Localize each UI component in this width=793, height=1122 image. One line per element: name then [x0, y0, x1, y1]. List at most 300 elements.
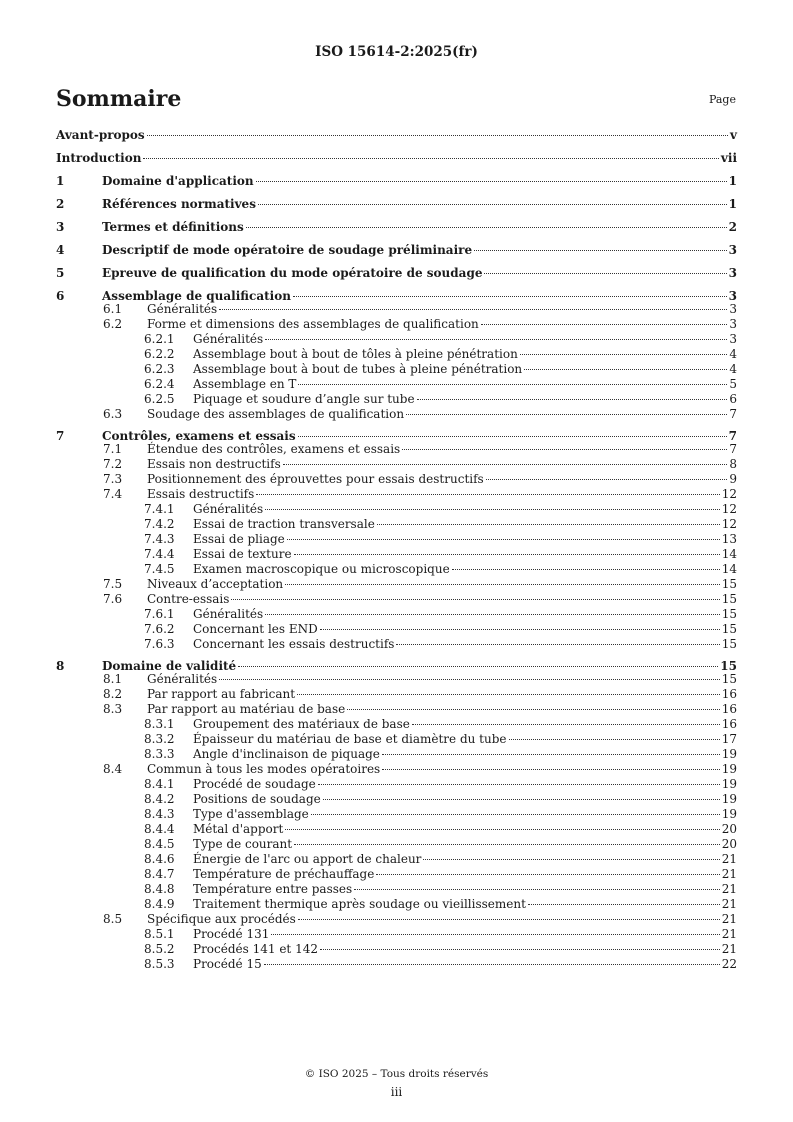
toc-entry-label: Essai de texture — [193, 547, 292, 561]
toc-entry-line — [193, 867, 737, 882]
toc-entry[interactable] — [56, 347, 737, 362]
dot-leader — [297, 694, 720, 695]
toc-entry-number: 7.4.3 — [144, 532, 175, 546]
toc-entry[interactable] — [56, 196, 737, 212]
toc-entry-label: Procédé 15 — [193, 957, 262, 971]
dot-leader — [412, 724, 720, 725]
toc-entry-page: 15 — [721, 577, 737, 591]
toc-entry[interactable] — [56, 562, 737, 577]
toc-entry-label: Spécifique aux procédés — [147, 912, 296, 926]
dot-leader — [283, 464, 728, 465]
toc-entry[interactable] — [56, 762, 737, 777]
toc-entry-label: Avant-propos — [56, 128, 145, 142]
toc-entry-line — [147, 442, 737, 457]
toc-entry-number: 8.2 — [103, 687, 123, 701]
toc-entry[interactable] — [56, 362, 737, 377]
document-header: ISO 15614-2:2025(fr) — [315, 44, 478, 60]
toc-entry-label: Métal d'apport — [193, 822, 284, 836]
toc-entry-label: Étendue des contrôles, examens et essais — [147, 442, 401, 456]
dot-leader — [287, 539, 720, 540]
toc-entry-page: 20 — [721, 822, 737, 836]
toc-entry-label: Angle d'inclinaison de piquage — [193, 747, 380, 761]
toc-entry-label: Concernant les essais destructifs — [193, 637, 395, 651]
toc-entry[interactable] — [56, 912, 737, 927]
toc-entry-label: Essais destructifs — [147, 487, 255, 501]
toc-entry-number: 6.2.3 — [144, 362, 175, 376]
toc-entry-number: 6.1 — [103, 302, 123, 316]
toc-entry-number: 4 — [56, 243, 65, 257]
dot-leader — [520, 354, 728, 355]
toc-entry-label: Procédés 141 et 142 — [193, 942, 318, 956]
toc-entry-label: Énergie de l'arc ou apport de chaleur — [193, 852, 422, 866]
toc-entry-label: Température entre passes — [193, 882, 353, 896]
toc-entry-page: 17 — [721, 732, 737, 746]
toc-entry[interactable] — [56, 173, 737, 189]
toc-entry-line — [193, 942, 737, 957]
toc-entry-number: 7.4 — [103, 487, 123, 501]
toc-entry-line — [102, 242, 737, 258]
dot-leader — [298, 384, 727, 385]
toc-entry-number: 1 — [56, 174, 65, 188]
toc-entry-label: Par rapport au matériau de base — [147, 702, 346, 716]
toc-entry-line — [193, 637, 737, 652]
toc-entry-page: 16 — [721, 717, 737, 731]
toc-entry[interactable] — [56, 502, 737, 517]
dot-leader — [143, 158, 718, 159]
toc-entry[interactable] — [56, 407, 737, 422]
toc-entry-page: 16 — [721, 702, 737, 716]
toc-entry-line — [193, 822, 737, 837]
toc-entry-line — [147, 457, 737, 472]
toc-entry-label: Généralités — [147, 672, 218, 686]
dot-leader — [294, 844, 720, 845]
toc-entry[interactable] — [56, 747, 737, 762]
toc-entry-number: 7.1 — [103, 442, 123, 456]
toc-entry-line — [193, 792, 737, 807]
toc-entry-label: Procédé de soudage — [193, 777, 316, 791]
toc-entry-label: Procédé 131 — [193, 927, 270, 941]
toc-entry-page: 19 — [721, 747, 737, 761]
toc-entry-page: 14 — [721, 547, 737, 561]
toc-entry-line — [193, 362, 737, 377]
toc-entry-number: 6.2.2 — [144, 347, 175, 361]
toc-entry-number: 6 — [56, 289, 65, 303]
toc-entry[interactable] — [56, 822, 737, 837]
toc-entry-number: 7.4.2 — [144, 517, 175, 531]
toc-entry-number: 8.4.2 — [144, 792, 175, 806]
toc-entry-line — [193, 927, 737, 942]
toc-entry-label: Essai de traction transversale — [193, 517, 375, 531]
dot-leader — [377, 524, 720, 525]
dot-leader — [376, 874, 719, 875]
toc-entry[interactable] — [56, 577, 737, 592]
toc-entry-line — [193, 517, 737, 532]
toc-entry[interactable] — [56, 302, 737, 317]
toc-entry-page: 16 — [721, 687, 737, 701]
toc-entry-number: 8.5 — [103, 912, 123, 926]
toc-entry-line — [147, 472, 737, 487]
toc-entry-line — [102, 196, 737, 212]
toc-entry-label: Généralités — [193, 607, 264, 621]
toc-entry-line — [193, 807, 737, 822]
toc-entry-line — [56, 127, 737, 143]
toc-entry-page: 15 — [720, 659, 737, 673]
toc-entry-label: Groupement des matériaux de base — [193, 717, 410, 731]
toc-entry-page: 21 — [721, 852, 737, 866]
toc-entry-number: 8.4.3 — [144, 807, 175, 821]
dot-leader — [285, 829, 719, 830]
toc-entry-label: Domaine d'application — [102, 174, 254, 188]
toc-entry-number: 7.3 — [103, 472, 123, 486]
dot-leader — [320, 949, 720, 950]
toc-entry[interactable] — [56, 867, 737, 882]
toc-entry[interactable] — [56, 702, 737, 717]
toc-entry[interactable] — [56, 637, 737, 652]
toc-entry-page: 1 — [728, 174, 737, 188]
toc-entry[interactable] — [56, 592, 737, 607]
table-of-contents — [56, 127, 737, 972]
toc-entry-label: Domaine de validité — [102, 659, 237, 673]
toc-entry-page: 19 — [721, 777, 737, 791]
dot-leader — [382, 769, 720, 770]
toc-entry-line — [102, 173, 737, 189]
toc-entry-label: Généralités — [147, 302, 218, 316]
toc-entry[interactable] — [56, 672, 737, 687]
toc-entry-label: Examen macroscopique ou microscopique — [193, 562, 450, 576]
toc-entry-number: 8.5.2 — [144, 942, 175, 956]
toc-entry[interactable] — [56, 517, 737, 532]
toc-entry-number: 8.4.5 — [144, 837, 175, 851]
toc-entry-label: Généralités — [193, 502, 264, 516]
toc-entry-page: 2 — [728, 220, 737, 234]
toc-entry-page: 21 — [721, 942, 737, 956]
toc-entry-page: 12 — [721, 517, 737, 531]
dot-leader — [231, 599, 719, 600]
dot-leader — [293, 296, 727, 297]
toc-entry-page: 9 — [729, 472, 737, 486]
dot-leader — [219, 679, 720, 680]
dot-leader — [474, 250, 727, 251]
toc-entry-number: 7.4.5 — [144, 562, 175, 576]
toc-entry[interactable] — [56, 265, 737, 281]
toc-entry-label: Assemblage bout à bout de tôles à pleine pénétration — [193, 347, 518, 361]
toc-entry-line — [193, 882, 737, 897]
toc-entry-page: 7 — [728, 429, 737, 443]
toc-entry-label: Soudage des assemblages de qualification — [147, 407, 405, 421]
toc-entry-line — [193, 502, 737, 517]
toc-entry-line — [193, 777, 737, 792]
dot-leader — [402, 449, 727, 450]
toc-entry-line — [147, 912, 737, 927]
toc-entry-label: Concernant les END — [193, 622, 318, 636]
toc-entry-page: 4 — [729, 347, 737, 361]
dot-leader — [323, 799, 720, 800]
toc-entry-line — [102, 219, 737, 235]
toc-entry-number: 6.2.1 — [144, 332, 175, 346]
toc-entry-number: 8.3.2 — [144, 732, 175, 746]
toc-entry-page: 13 — [721, 532, 737, 546]
toc-entry-number: 7.6.1 — [144, 607, 175, 621]
toc-entry-page: 15 — [721, 622, 737, 636]
toc-entry[interactable] — [56, 442, 737, 457]
toc-entry-page: 15 — [721, 592, 737, 606]
dot-leader — [265, 339, 727, 340]
toc-entry-label: Positions de soudage — [193, 792, 321, 806]
toc-entry-number: 6.3 — [103, 407, 123, 421]
toc-entry-label: Contrôles, examens et essais — [102, 429, 296, 443]
toc-entry[interactable] — [56, 792, 737, 807]
dot-leader — [423, 859, 719, 860]
toc-entry-line — [193, 562, 737, 577]
toc-entry[interactable] — [56, 472, 737, 487]
toc-entry-page: 8 — [729, 457, 737, 471]
toc-entry[interactable] — [56, 882, 737, 897]
toc-entry-number: 8.4.1 — [144, 777, 175, 791]
toc-entry-label: Références normatives — [102, 197, 256, 211]
toc-entry-line — [193, 622, 737, 637]
toc-entry-number: 8.3 — [103, 702, 123, 716]
toc-entry-number: 8.4.9 — [144, 897, 175, 911]
dot-leader — [509, 739, 720, 740]
toc-entry-label: Piquage et soudure d’angle sur tube — [193, 392, 415, 406]
toc-entry-label: Épaisseur du matériau de base et diamètre du tube — [193, 732, 507, 746]
toc-entry-number: 8.3.3 — [144, 747, 175, 761]
toc-entry-line — [147, 762, 737, 777]
dot-leader — [264, 964, 720, 965]
toc-entry-page: 21 — [721, 927, 737, 941]
dot-leader — [382, 754, 720, 755]
dot-leader — [318, 784, 720, 785]
toc-entry-number: 7.5 — [103, 577, 123, 591]
toc-entry-label: Contre-essais — [147, 592, 230, 606]
toc-entry-label: Termes et définitions — [102, 220, 244, 234]
toc-entry-line — [193, 392, 737, 407]
toc-entry[interactable] — [56, 622, 737, 637]
toc-entry-number: 7.6 — [103, 592, 123, 606]
toc-entry-label: Commun à tous les modes opératoires — [147, 762, 381, 776]
toc-entry-line — [147, 407, 737, 422]
toc-entry-number: 7.4.1 — [144, 502, 175, 516]
toc-entry-line — [193, 547, 737, 562]
toc-entry[interactable] — [56, 332, 737, 347]
toc-entry-line — [193, 957, 737, 972]
dot-leader — [484, 273, 726, 274]
toc-entry-number: 8 — [56, 659, 65, 673]
toc-entry-line — [193, 717, 737, 732]
dot-leader — [486, 479, 728, 480]
dot-leader — [528, 904, 720, 905]
toc-entry-label: Généralités — [193, 332, 264, 346]
toc-entry[interactable] — [56, 457, 737, 472]
toc-entry-number: 8.4.4 — [144, 822, 175, 836]
toc-entry-page: 21 — [721, 867, 737, 881]
toc-entry-page: 6 — [729, 392, 737, 406]
toc-entry-page: 3 — [728, 289, 737, 303]
toc-entry[interactable] — [56, 852, 737, 867]
toc-entry[interactable] — [56, 377, 737, 392]
toc-entry-number: 2 — [56, 197, 65, 211]
dot-leader — [524, 369, 727, 370]
toc-entry-label: Température de préchauffage — [193, 867, 375, 881]
dot-leader — [320, 629, 720, 630]
toc-entry-line — [56, 150, 737, 166]
toc-entry-page: 7 — [729, 407, 737, 421]
toc-entry-number: 7.2 — [103, 457, 123, 471]
dot-leader — [246, 227, 727, 228]
toc-entry-number: 5 — [56, 266, 65, 280]
toc-entry-page: 4 — [729, 362, 737, 376]
toc-entry-page: 15 — [721, 672, 737, 686]
toc-entry-page: 15 — [721, 607, 737, 621]
toc-entry-page: 3 — [729, 332, 737, 346]
dot-leader — [417, 399, 728, 400]
toc-entry-line — [193, 377, 737, 392]
toc-entry[interactable] — [56, 687, 737, 702]
toc-entry-page: 3 — [729, 317, 737, 331]
toc-entry-line — [193, 607, 737, 622]
toc-entry-label: Assemblage bout à bout de tubes à pleine pénétration — [193, 362, 523, 376]
toc-entry-number: 8.4.7 — [144, 867, 175, 881]
toc-entry-label: Assemblage de qualification — [102, 289, 291, 303]
toc-entry-line — [147, 302, 737, 317]
toc-entry-label: Essais non destructifs — [147, 457, 281, 471]
dot-leader — [481, 324, 728, 325]
toc-entry-line — [147, 687, 737, 702]
toc-entry-number: 8.5.3 — [144, 957, 175, 971]
toc-entry[interactable] — [56, 317, 737, 332]
toc-entry[interactable] — [56, 717, 737, 732]
toc-entry[interactable] — [56, 219, 737, 235]
dot-leader — [347, 709, 720, 710]
toc-entry[interactable] — [56, 732, 737, 747]
toc-entry[interactable] — [56, 127, 737, 143]
toc-entry-line — [193, 852, 737, 867]
toc-entry-number: 8.4.8 — [144, 882, 175, 896]
toc-entry-page: 15 — [721, 637, 737, 651]
dot-leader — [311, 814, 720, 815]
toc-entry-number: 3 — [56, 220, 65, 234]
toc-entry-page: 19 — [721, 762, 737, 776]
toc-entry-line — [193, 732, 737, 747]
toc-entry-page: 14 — [721, 562, 737, 576]
toc-entry-line — [193, 347, 737, 362]
toc-entry-page: 21 — [721, 897, 737, 911]
toc-entry-number: 7.4.4 — [144, 547, 175, 561]
toc-entry-number: 6.2.5 — [144, 392, 175, 406]
toc-entry-label: Traitement thermique après soudage ou vieillissement — [193, 897, 526, 911]
toc-entry-line — [147, 592, 737, 607]
toc-entry-label: Forme et dimensions des assemblages de qualification — [147, 317, 479, 331]
toc-entry[interactable] — [56, 392, 737, 407]
toc-entry-page: 22 — [721, 957, 737, 971]
dot-leader — [452, 569, 720, 570]
toc-entry-page: v — [730, 128, 737, 142]
toc-entry-line — [147, 487, 737, 502]
toc-entry[interactable] — [56, 607, 737, 622]
toc-entry[interactable] — [56, 777, 737, 792]
toc-entry-page: 3 — [728, 243, 737, 257]
toc-entry[interactable] — [56, 837, 737, 852]
dot-leader — [265, 509, 720, 510]
dot-leader — [298, 919, 720, 920]
toc-entry-number: 6.2 — [103, 317, 123, 331]
page-column-label: Page — [708, 93, 736, 106]
toc-entry-page: 1 — [728, 197, 737, 211]
toc-entry-page: 19 — [721, 792, 737, 806]
dot-leader — [238, 666, 718, 667]
dot-leader — [219, 309, 727, 310]
dot-leader — [271, 934, 719, 935]
toc-entry-page: 3 — [728, 266, 737, 280]
toc-entry-page: 7 — [729, 442, 737, 456]
toc-entry-number: 6.2.4 — [144, 377, 175, 391]
page-title: Sommaire — [56, 86, 182, 112]
dot-leader — [265, 614, 720, 615]
dot-leader — [294, 554, 720, 555]
dot-leader — [147, 135, 728, 136]
toc-entry-page: 3 — [729, 302, 737, 316]
copyright-footer: © ISO 2025 – Tous droits réservés — [304, 1068, 489, 1080]
toc-entry-number: 8.3.1 — [144, 717, 175, 731]
toc-entry-number: 8.4 — [103, 762, 123, 776]
toc-entry-number: 7.6.2 — [144, 622, 175, 636]
toc-entry-label: Epreuve de qualification du mode opératoire de soudage — [102, 266, 483, 280]
toc-entry[interactable] — [56, 942, 737, 957]
toc-entry-number: 7 — [56, 429, 65, 443]
toc-entry[interactable] — [56, 897, 737, 912]
dot-leader — [285, 584, 720, 585]
toc-entry-label: Essai de pliage — [193, 532, 285, 546]
toc-entry-line — [102, 265, 737, 281]
dot-leader — [354, 889, 720, 890]
toc-entry-label: Positionnement des éprouvettes pour essais destructifs — [147, 472, 484, 486]
dot-leader — [396, 644, 719, 645]
toc-entry-page: 5 — [729, 377, 737, 391]
toc-entry[interactable] — [56, 957, 737, 972]
toc-entry-label: Par rapport au fabricant — [147, 687, 296, 701]
toc-entry-page: 12 — [721, 487, 737, 501]
toc-entry[interactable] — [56, 487, 737, 502]
toc-entry[interactable] — [56, 532, 737, 547]
toc-entry-page: vii — [720, 151, 737, 165]
toc-entry-label: Type de courant — [193, 837, 293, 851]
toc-entry[interactable] — [56, 807, 737, 822]
toc-entry-line — [193, 837, 737, 852]
toc-entry-line — [147, 317, 737, 332]
dot-leader — [298, 436, 727, 437]
page-number: iii — [390, 1085, 403, 1099]
toc-entry-label: Niveaux d’acceptation — [147, 577, 284, 591]
toc-entry-line — [193, 747, 737, 762]
toc-entry[interactable] — [56, 242, 737, 258]
toc-entry-label: Introduction — [56, 151, 142, 165]
toc-entry-number: 7.6.3 — [144, 637, 175, 651]
toc-entry-number: 8.1 — [103, 672, 123, 686]
dot-leader — [256, 494, 719, 495]
toc-entry[interactable] — [56, 547, 737, 562]
toc-entry-line — [193, 332, 737, 347]
toc-entry-line — [147, 672, 737, 687]
toc-entry-label: Type d'assemblage — [193, 807, 309, 821]
toc-entry-page: 20 — [721, 837, 737, 851]
toc-entry-page: 21 — [721, 882, 737, 896]
toc-entry[interactable] — [56, 927, 737, 942]
toc-entry[interactable] — [56, 150, 737, 166]
toc-entry-label: Descriptif de mode opératoire de soudage préliminaire — [102, 243, 473, 257]
toc-entry-page: 12 — [721, 502, 737, 516]
toc-entry-page: 19 — [721, 807, 737, 821]
dot-leader — [256, 181, 727, 182]
